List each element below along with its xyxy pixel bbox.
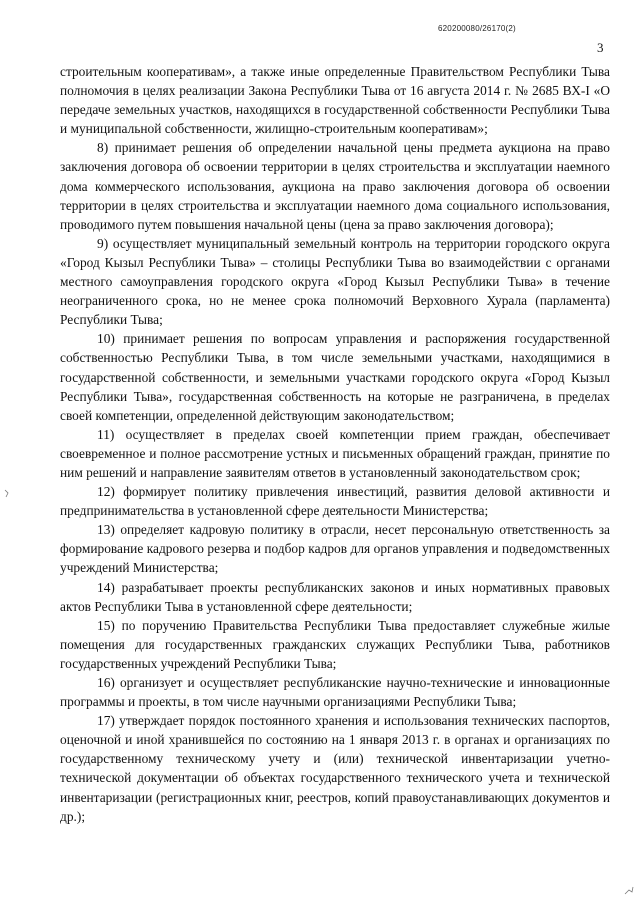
page-number: 3 (597, 40, 604, 55)
paragraph-item-17: 17) утверждает порядок постоянного хранения и использования технических паспортов, оценочной и иной хранившейся по состоянию на 1 января 2013 г. в органах и организациях по государственному техническому учету и (или) технической инвентаризации учетно-технической документации об объектах государственного технического учета и технической инвентаризации (регистрационных книг, реестров, копий правоустанавливающих документов и др.); (60, 713, 610, 824)
scan-artifact-mark (4, 488, 10, 498)
paragraph-item-8: 8) принимает решения об определении начальной цены предмета аукциона на право заключения договора об освоении территории в целях строительства и эксплуатации наемного дома коммерческого использования, аукциона на право заключения договора об освоении территории в целях строительства и эксплуатации наемного дома социального использования, проводимого путем повышения начальной цены (цена за право заключения договора); (60, 140, 610, 232)
paragraph-item-11: 11) осуществляет в пределах своей компетенции прием граждан, обеспечивает своевременное и полное рассмотрение устных и письменных обращений граждан, принятие по ним решений и направление заявителям ответов в установленный законодательством срок; (60, 426, 610, 480)
paragraph-continuation: строительным кооперативам», а также иные определенные Правительством Республики Тыва полномочия в целях реализации Закона Республики Тыва от 16 августа 2014 г. № 2685 ВХ-I «О передаче земельных участков, находящихся в государственной собственности Республики Тыва и муниципальной собственности, жилищно-строительным кооперативам»; (60, 64, 610, 137)
paragraph-item-13: 13) определяет кадровую политику в отрасли, несет персональную ответственность за формирование кадрового резерва и подбор кадров для органов управления и подведомственных учреждений Министерства; (60, 522, 610, 576)
paragraph-item-14: 14) разрабатывает проекты республиканских законов и иных нормативных правовых актов Республики Тыва в установленной сфере деятельности; (60, 579, 610, 614)
document-id: 620200080/26170(2) (438, 24, 516, 33)
paragraph-item-12: 12) формирует политику привлечения инвестиций, развития деловой активности и предпринимательства в установленной сфере деятельности Министерства; (60, 484, 610, 519)
paragraph-item-9: 9) осуществляет муниципальный земельный контроль на территории городского округа «Город Кызыл Республики Тыва» – столицы Республики Тыва во взаимодействии с органами местного самоуправления городского округа «Город Кызыл Республики Тыва» в течение неограниченного срока, но не менее срока полномочий Верховного Хурала (парламента) Республики Тыва; (60, 235, 610, 328)
paragraph-item-16: 16) организует и осуществляет республиканские научно-технические и инновационные программы и проекты, в том числе научными организациями Республики Тыва; (60, 675, 610, 710)
paragraph-item-15: 15) по поручению Правительства Республики Тыва предоставляет служебные жилые помещения для государственных гражданских служащих Республики Тыва, работников государственных учреждений Республики Тыва; (60, 617, 610, 671)
paragraph-item-10: 10) принимает решения по вопросам управления и распоряжения государственной собственностью Республики Тыва, в том числе земельными участками, находящимися в государственной собственности, и земельными участками городского округа «Город Кызыл Республики Тыва», государственная собственность на которые не разграничена, в пределах своей компетенции, определенной действующим законодательством; (60, 331, 610, 423)
scan-artifact-mark (624, 886, 634, 896)
document-body (60, 62, 610, 826)
